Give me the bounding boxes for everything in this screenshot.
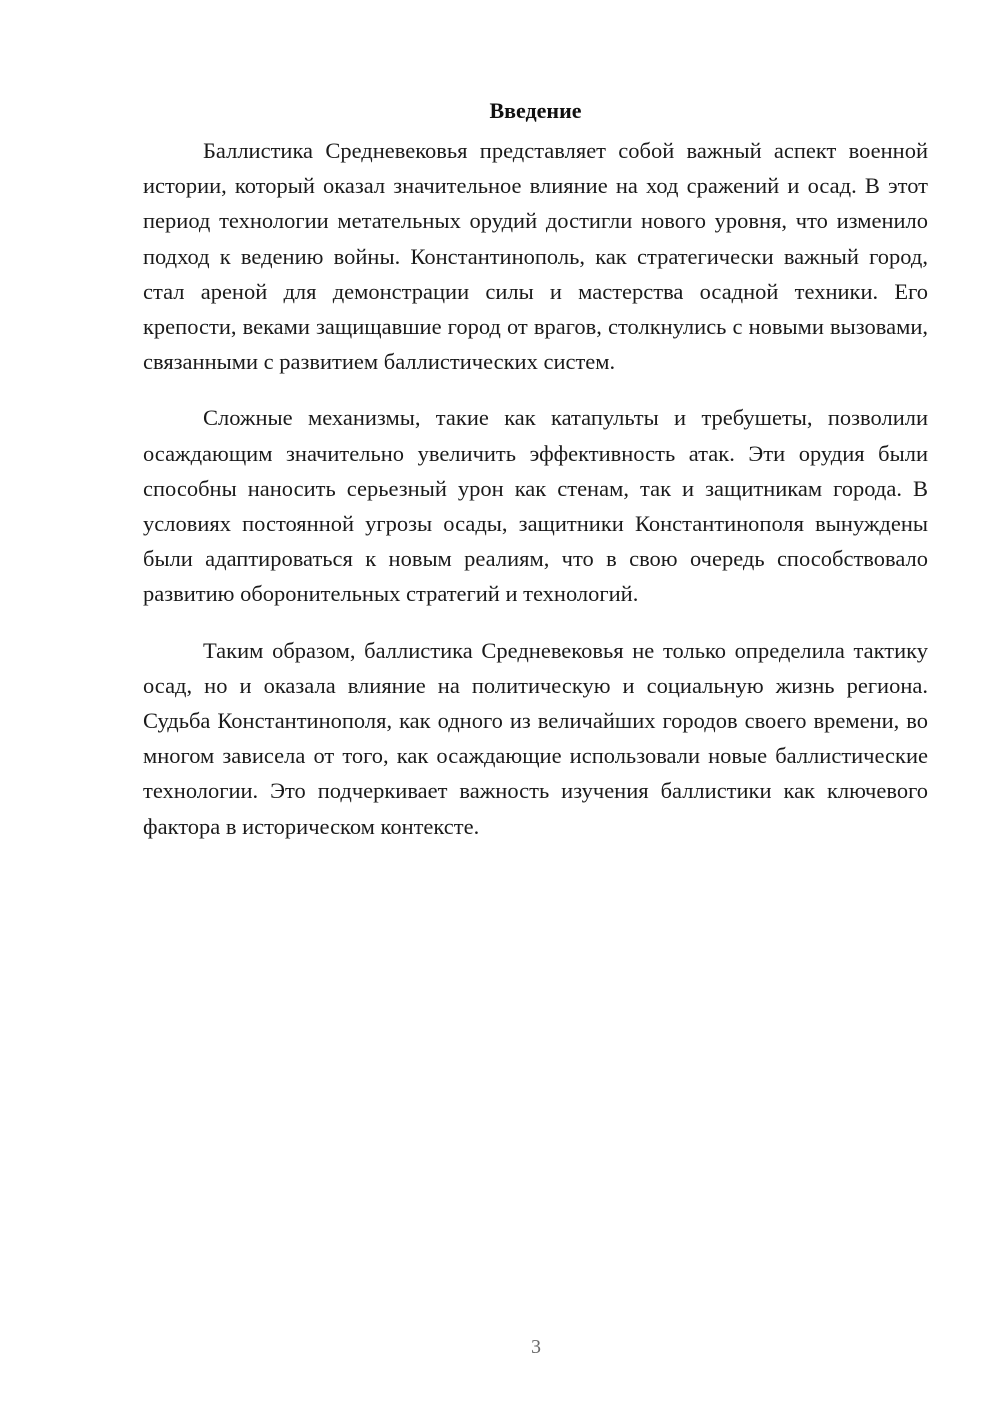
- paragraph-3: Таким образом, баллистика Средневековья не только определила тактику осад, но и оказала влияние на политическую и социальную жизнь региона. Судьба Константинополя, как одного из величайших городов своего времени, во многом зависела от того, как осаждающие использовали новые баллистические технологии. Это подчеркивает важность изучения баллистики как ключевого фактора в историческом контексте.: [143, 637, 928, 839]
- section-heading: Введение: [489, 98, 582, 123]
- page-content: [143, 94, 928, 865]
- paragraph-2: Сложные механизмы, такие как катапульты и требушеты, позволили осаждающим значительно увеличить эффективность атак. Эти орудия были способны наносить серьезный урон как стенам, так и защитникам города. В условиях постоянной угрозы осады, защитники Константинополя вынуждены были адаптироваться к новым реалиям, что в свою очередь способствовало развитию оборонительных стратегий и технологий.: [143, 405, 928, 607]
- paragraph-1: Баллистика Средневековья представляет собой важный аспект военной истории, который оказал значительное влияние на ход сражений и осад. В этот период технологии метательных орудий достигли нового уровня, что изменило подход к ведению войны. Константинополь, как стратегически важный город, стал ареной для демонстрации силы и мастерства осадной техники. Его крепости, веками защищавшие город от врагов, столкнулись с новыми вызовами, связанными с развитием баллистических систем.: [143, 138, 928, 375]
- page-number: 3: [531, 1336, 541, 1358]
